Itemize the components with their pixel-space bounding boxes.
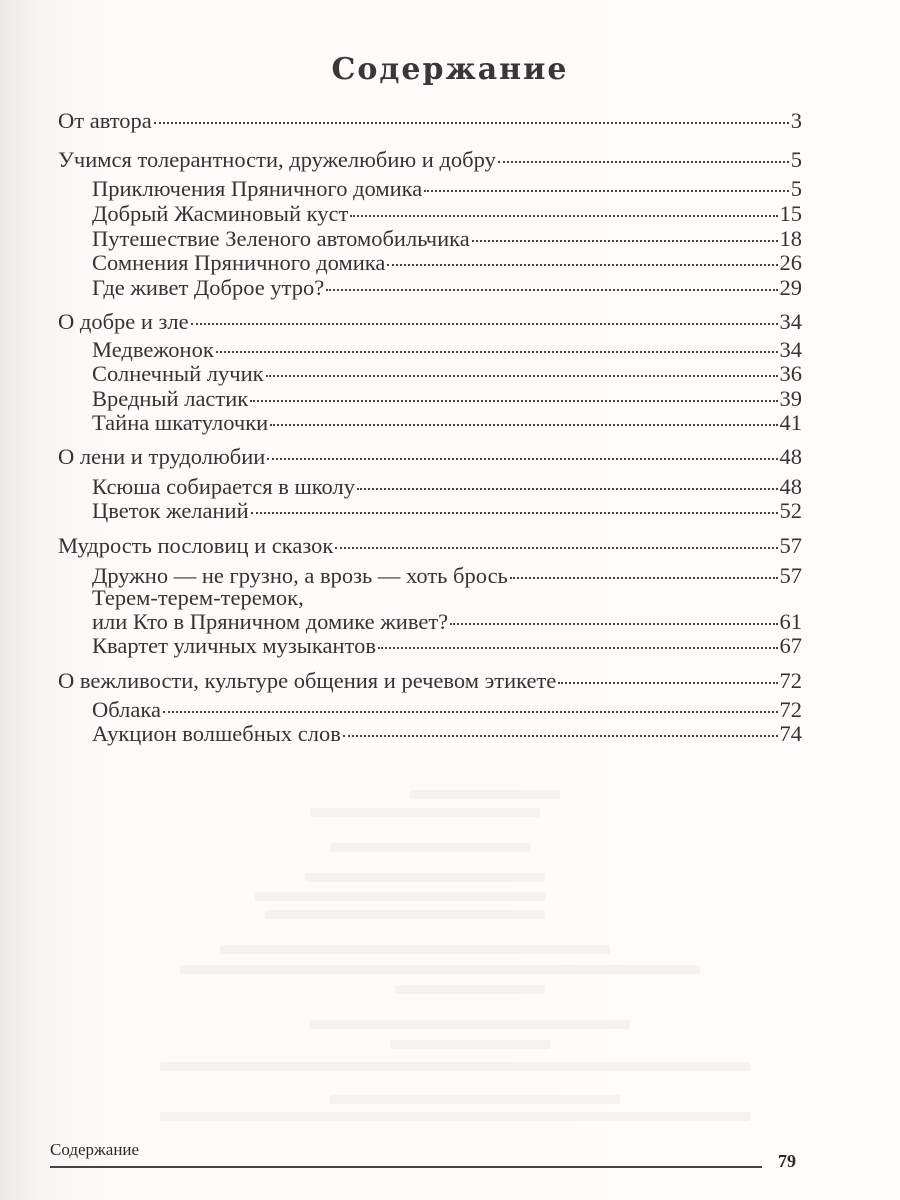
page-number: 79 bbox=[778, 1151, 796, 1171]
toc-entry[interactable] bbox=[92, 250, 802, 276]
dot-leader bbox=[163, 711, 778, 713]
toc-entry-page: 57 bbox=[779, 563, 802, 588]
toc-entry[interactable] bbox=[92, 721, 802, 747]
toc-entry-page: 48 bbox=[779, 444, 802, 469]
toc-entry-label: Тайна шкатулочки bbox=[92, 410, 269, 435]
toc-entry[interactable] bbox=[92, 386, 802, 412]
toc-entry[interactable] bbox=[92, 585, 802, 611]
dot-leader bbox=[498, 161, 789, 163]
toc-entry-label: Квартет уличных музыкантов bbox=[92, 633, 376, 658]
toc-entry-label: Учимся толерантности, дружелюбию и добру bbox=[58, 147, 496, 172]
toc-entry[interactable] bbox=[58, 533, 802, 559]
toc-entry-label: Приключения Пряничного домика bbox=[92, 176, 423, 201]
toc-entry-label: Ксюша собирается в школу bbox=[92, 474, 355, 499]
page-title: Содержание bbox=[331, 52, 569, 87]
dot-leader bbox=[270, 424, 777, 426]
toc-entry-page: 61 bbox=[779, 609, 802, 634]
toc-entry-label: Где живет Доброе утро? bbox=[92, 275, 325, 300]
toc-entry-page: 18 bbox=[779, 226, 802, 251]
toc-entry-page: 52 bbox=[779, 498, 802, 523]
toc-entry-label: О вежливости, культуре общения и речевом этикете bbox=[58, 668, 557, 693]
toc-entry[interactable] bbox=[92, 474, 802, 500]
toc-entry-page: 74 bbox=[779, 721, 802, 746]
dot-leader bbox=[378, 647, 778, 649]
dot-leader bbox=[350, 215, 777, 217]
toc-entry-page: 57 bbox=[779, 533, 802, 558]
toc-entry-label: Вредный ластик bbox=[92, 386, 249, 411]
toc-entry-label: От автора bbox=[58, 108, 152, 133]
toc-entry-page: 34 bbox=[779, 337, 802, 362]
footer-divider bbox=[50, 1166, 762, 1168]
dot-leader bbox=[216, 351, 778, 353]
dot-leader bbox=[191, 323, 778, 325]
toc-entry[interactable] bbox=[58, 668, 802, 694]
toc-entry[interactable] bbox=[92, 337, 802, 363]
dot-leader bbox=[472, 240, 778, 242]
toc-entry-label: Путешествие Зеленого автомобильчика bbox=[92, 226, 470, 251]
dot-leader bbox=[450, 623, 777, 625]
toc-entry[interactable] bbox=[92, 275, 802, 301]
toc-entry-label: Мудрость пословиц и сказок bbox=[58, 533, 334, 558]
dot-leader bbox=[424, 190, 789, 192]
toc-entry[interactable] bbox=[92, 176, 802, 202]
dot-leader bbox=[154, 122, 789, 124]
toc-entry-label: Добрый Жасминовый куст bbox=[92, 201, 349, 226]
toc-entry-page: 5 bbox=[790, 147, 802, 172]
toc-entry[interactable] bbox=[92, 697, 802, 723]
toc-entry-label: О добре и зле bbox=[58, 309, 189, 334]
toc-entry[interactable] bbox=[92, 201, 802, 227]
toc-entry[interactable] bbox=[58, 147, 802, 173]
toc-entry-label: Аукцион волшебных слов bbox=[92, 721, 341, 746]
toc-entry-page: 26 bbox=[779, 250, 802, 275]
toc-entry-label: Терем-терем-теремок, bbox=[92, 585, 304, 610]
toc-entry-page: 67 bbox=[779, 633, 802, 658]
toc-entry[interactable] bbox=[58, 108, 802, 134]
dot-leader bbox=[387, 264, 777, 266]
dot-leader bbox=[510, 577, 778, 579]
dot-leader bbox=[266, 375, 778, 377]
toc-entry-page: 15 bbox=[779, 201, 802, 226]
dot-leader bbox=[335, 547, 777, 549]
toc-entry[interactable] bbox=[92, 498, 802, 524]
toc-entry[interactable] bbox=[92, 410, 802, 436]
toc-entry-page: 3 bbox=[790, 108, 802, 133]
toc-entry[interactable] bbox=[58, 444, 802, 470]
toc-entry[interactable] bbox=[92, 609, 802, 635]
dot-leader bbox=[558, 682, 777, 684]
toc-entry-page: 5 bbox=[790, 176, 802, 201]
dot-leader bbox=[250, 400, 777, 402]
toc-entry-label: Облака bbox=[92, 697, 161, 722]
toc-entry-label: О лени и трудолюбии bbox=[58, 444, 266, 469]
toc-entry-page: 29 bbox=[779, 275, 802, 300]
toc-entry-page: 39 bbox=[779, 386, 802, 411]
toc-entry-label: Солнечный лучик bbox=[92, 361, 264, 386]
toc-entry-page: 72 bbox=[779, 668, 802, 693]
toc-entry-label: Медвежонок bbox=[92, 337, 214, 362]
dot-leader bbox=[343, 735, 778, 737]
dot-leader bbox=[251, 512, 778, 514]
running-footer-title: Содержание bbox=[50, 1140, 140, 1159]
toc-entry[interactable] bbox=[92, 361, 802, 387]
toc-entry[interactable] bbox=[92, 226, 802, 252]
toc-entry[interactable] bbox=[92, 633, 802, 659]
toc-entry-label: Цветок желаний bbox=[92, 498, 249, 523]
toc-entry-page: 34 bbox=[779, 309, 802, 334]
dot-leader bbox=[357, 488, 778, 490]
toc-entry-label: Сомнения Пряничного домика bbox=[92, 250, 386, 275]
toc-entry-page: 48 bbox=[779, 474, 802, 499]
toc-entry-label: Дружно — не грузно, а врозь — хоть брось bbox=[92, 563, 508, 588]
toc-entry-page: 36 bbox=[779, 361, 802, 386]
dot-leader bbox=[326, 289, 777, 291]
toc-entry[interactable] bbox=[58, 309, 802, 335]
toc-entry-page: 41 bbox=[779, 410, 802, 435]
toc-entry-page: 72 bbox=[779, 697, 802, 722]
toc-entry-label: или Кто в Пряничном домике живет? bbox=[92, 609, 449, 634]
dot-leader bbox=[267, 458, 777, 460]
